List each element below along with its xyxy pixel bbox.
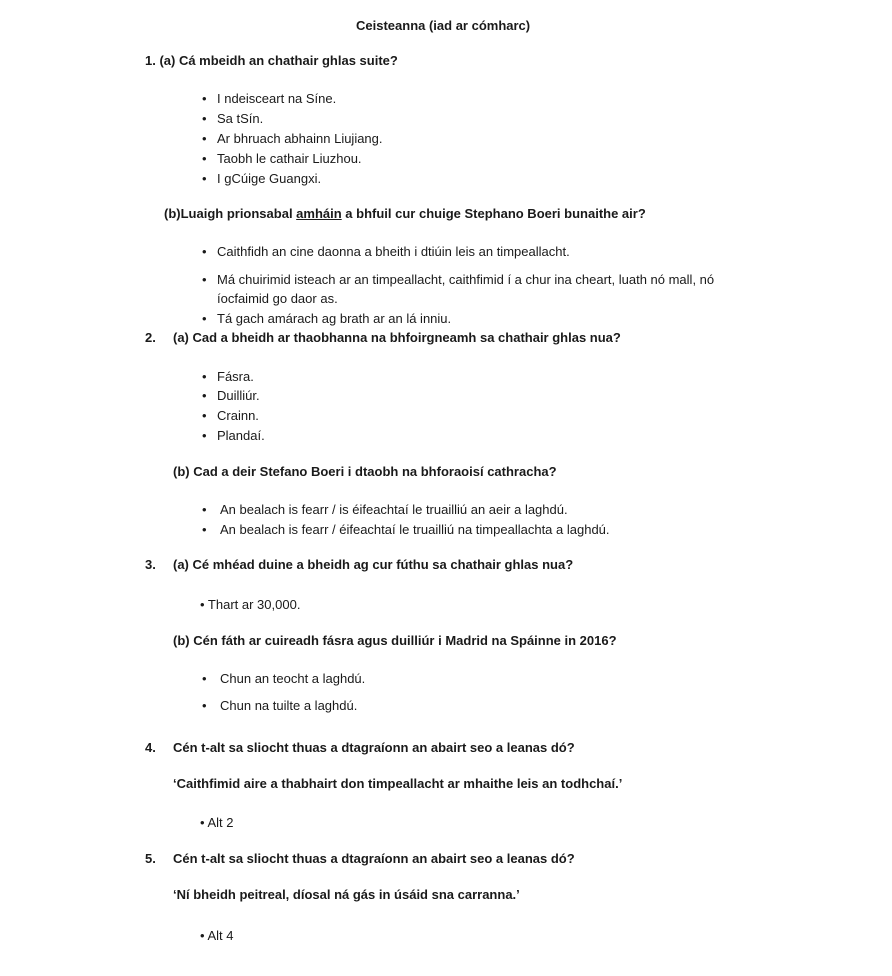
q1-a-answer-5: I gCúige Guangxi. [217,171,322,186]
bullet-icon: • [202,502,207,517]
q1-b-underlined-word: amháin [296,206,342,221]
bullet-icon: • [202,131,207,146]
q2-b-answer-2: An bealach is fearr / éifeachtaí le truailliú na timpeallachta a laghdú. [220,522,610,537]
q2-number: 2. [145,330,156,345]
bullet-icon: • [202,428,207,443]
q3-a-label: (a) Cé mhéad duine a bheidh ag cur fúthu sa chathair ghlas nua? [173,557,574,572]
bullet-icon: • [202,151,207,166]
q1-a-answer-1: I ndeisceart na Síne. [217,91,337,106]
q2-a-answer-3: Crainn. [217,408,259,423]
q1-b-label [164,205,646,222]
q5-label: Cén t-alt sa sliocht thuas a dtagraíonn an abairt seo a leanas dó? [173,851,575,866]
q2-b-label: (b) Cad a deir Stefano Boeri i dtaobh na bhforaoisí cathracha? [173,464,557,479]
q3-b-answer-1: Chun an teocht a laghdú. [220,671,366,686]
q2-b-answer-1: An bealach is fearr / is éifeachtaí le truailliú an aeir a laghdú. [220,502,568,517]
bullet-icon: • [202,369,207,384]
bullet-icon: • [202,171,207,186]
q1-b-suffix: a bhfuil cur chuige Stephano Boeri bunaithe air? [341,206,646,221]
q3-number: 3. [145,557,156,572]
q1-b-answer-3: Tá gach amárach ag brath ar an lá inniu. [217,311,452,326]
q1-b-answer-1: Caithfidh an cine daonna a bheith i dtiúin leis an timpeallacht. [217,244,570,259]
bullet-icon: • [202,408,207,423]
q4-label: Cén t-alt sa sliocht thuas a dtagraíonn an abairt seo a leanas dó? [173,740,575,755]
q4-quote: ‘Caithfimid aire a thabhairt don timpeallacht ar mhaithe leis an todhchaí.’ [173,776,623,791]
bullet-icon: • [202,111,207,126]
q3-a-answer: • Thart ar 30,000. [200,597,301,612]
bullet-icon: • [202,91,207,106]
q1-b-prefix: (b)Luaigh prionsabal [164,206,297,221]
q2-a-answer-2: Duilliúr. [217,388,260,403]
q2-a-label: (a) Cad a bheidh ar thaobhanna na bhfoirgneamh sa chathair ghlas nua? [173,330,621,345]
q1-a-answer-4: Taobh le cathair Liuzhou. [217,151,362,166]
bullet-icon: • [202,522,207,537]
page-title: Ceisteanna (iad ar cómharc) [356,18,531,33]
bullet-icon: • [202,671,207,686]
bullet-icon: • [202,388,207,403]
bullet-icon: • [202,698,207,713]
bullet-icon: • [202,244,207,259]
q5-quote: ‘Ní bheidh peitreal, díosal ná gás in úsáid sna carranna.’ [173,887,520,902]
bullet-icon: • [202,272,207,287]
q1-b-answer-2-cont: íocfaimid go daor as. [217,291,338,306]
q3-b-answer-2: Chun na tuilte a laghdú. [220,698,358,713]
q1-b-answer-2: Má chuirimid isteach ar an timpeallacht, caithfimid í a chur ina cheart, luath nó mall, nó [217,272,715,287]
q3-b-label: (b) Cén fáth ar cuireadh fásra agus duilliúr i Madrid na Spáinne in 2016? [173,633,617,648]
q5-number: 5. [145,851,156,866]
q1-a-answer-3: Ar bhruach abhainn Liujiang. [217,131,383,146]
q1-a-label: 1. (a) Cá mbeidh an chathair ghlas suite? [145,53,398,68]
q4-number: 4. [145,740,156,755]
q4-answer: • Alt 2 [200,815,234,830]
bullet-icon: • [202,311,207,326]
q2-a-answer-4: Plandaí. [217,428,265,443]
q2-a-answer-1: Fásra. [217,369,254,384]
q1-a-answer-2: Sa tSín. [217,111,264,126]
q5-answer: • Alt 4 [200,928,234,943]
